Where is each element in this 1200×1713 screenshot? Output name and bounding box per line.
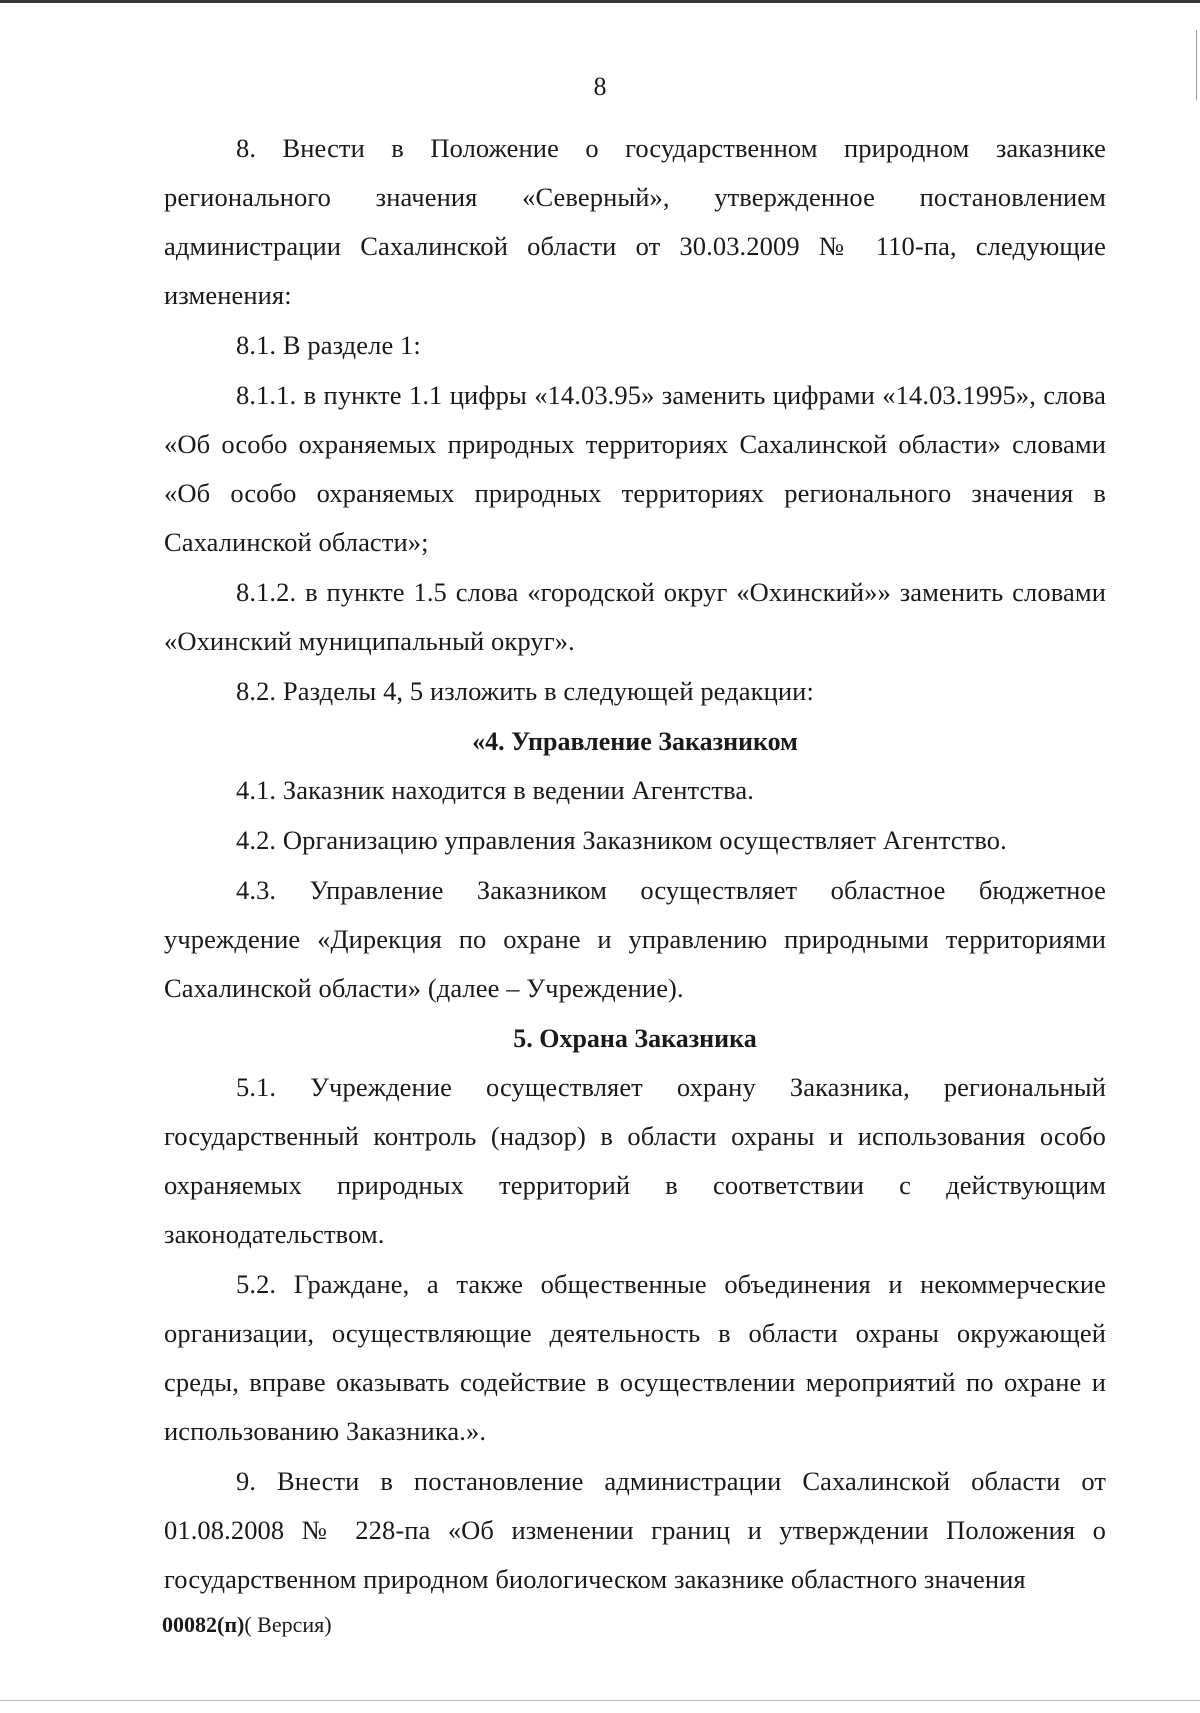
section-heading-5: 5. Охрана Заказника [513,1024,757,1053]
page-number: 8 [593,72,607,101]
document-code: 00082(п) [162,1612,245,1637]
paragraph-5-1: 5.1. Учреждение осуществляет охрану Заказника, региональный государственный контроль (надзор) в области охраны и использования особо охраняемых природных территорий в соответствии с действующим законодательством. [164,1072,1106,1249]
footer-document-code [162,1611,332,1639]
paragraph-4-2: 4.2. Организацию управления Заказником осуществляет Агентство. [236,825,1007,855]
paragraph-4-3: 4.3. Управление Заказником осуществляет областное бюджетное учреждение «Дирекция по охране и управлению природными территориями Сахалинской области» (далее – Учреждение). [164,875,1106,1003]
paragraph-9: 9. Внести в постановление администрации Сахалинской области от 01.08.2008 № 228-па «Об изменении границ и утверждении Положения о государственном природном биологическом заказнике областного значения [164,1466,1106,1594]
section-heading-4: «4. Управление Заказником [472,727,798,756]
paragraph-8: 8. Внести в Положение о государственном природном заказнике регионального значения «Северный», утвержденное постановлением администрации Сахалинской области от 30.03.2009 № 110-па, следующие изменения: [164,133,1106,310]
document-body [164,124,1106,1605]
paragraph-5-2: 5.2. Граждане, а также общественные объединения и некоммерческие организации, осуществляющие деятельность в области охраны окружающей среды, вправе оказывать содействие в осуществлении мероприятий по охране и использованию Заказника.». [164,1269,1106,1446]
scan-edge-bottom [0,1700,1200,1701]
paragraph-8-2: 8.2. Разделы 4, 5 изложить в следующей редакции: [236,676,814,706]
paragraph-8-1: 8.1. В разделе 1: [236,330,421,360]
scan-edge-top [0,0,1200,3]
paragraph-8-1-2: 8.1.2. в пункте 1.5 слова «городской округ «Охинский»» заменить словами «Охинский муниципальный округ». [164,577,1106,656]
paragraph-4-1: 4.1. Заказник находится в ведении Агентства. [236,775,754,805]
paragraph-8-1-1: 8.1.1. в пункте 1.1 цифры «14.03.95» заменить цифрами «14.03.1995», слова «Об особо охраняемых природных территориях Сахалинской области» словами «Об особо охраняемых природных территориях регионального значения в Сахалинской области»; [164,380,1106,557]
document-version: ( Версия) [244,1612,332,1637]
